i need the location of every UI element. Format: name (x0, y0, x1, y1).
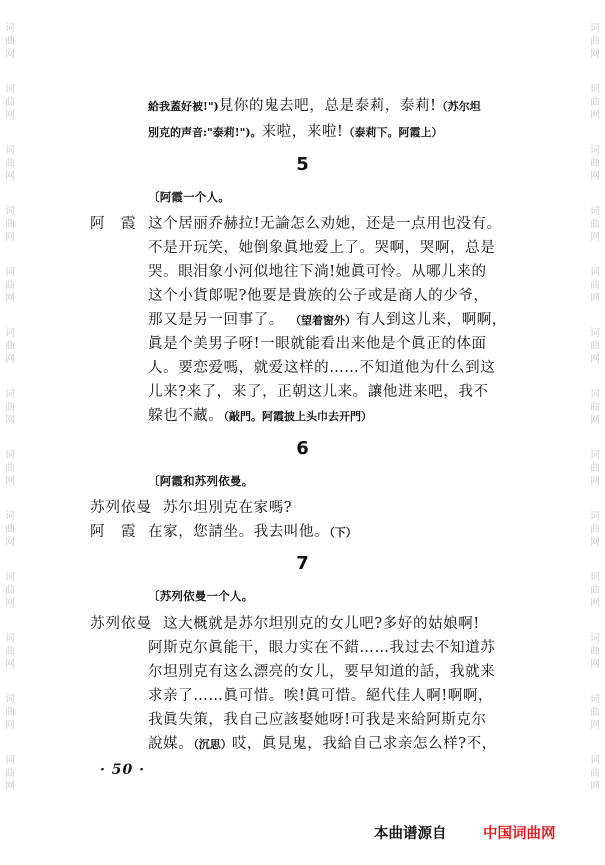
watermark-char: 网 (5, 293, 15, 304)
watermark-char: 曲 (5, 158, 15, 169)
watermark-char: 词 (5, 267, 15, 278)
scene-number: 5 (296, 154, 309, 175)
dialogue-line: 說媒。（沉思）哎，眞見鬼，我給自己求亲怎么样?不， (148, 736, 497, 752)
dialogue-line: 躱也不藏。（敲門。阿霞披上头巾去开門） (148, 408, 372, 424)
watermark-char: 曲 (590, 97, 600, 108)
watermark-char: 词 (5, 145, 15, 156)
watermark-char: 曲 (590, 646, 600, 657)
watermark-char: 曲 (5, 463, 15, 474)
watermark-char: 曲 (5, 585, 15, 596)
watermark-char: 网 (5, 110, 15, 121)
source-label: 本曲谱源自 (374, 826, 447, 842)
watermark-char: 网 (5, 720, 15, 731)
watermark-char: 曲 (5, 402, 15, 413)
dialogue-line: 眞是个美男子呀!一眼就能看出来他是个眞正的体面 (148, 336, 487, 352)
watermark-char: 曲 (5, 524, 15, 535)
watermark-char: 曲 (590, 341, 600, 352)
dialogue-line: 人。要恋爱嗎，就爱这样的……不知道他为什么到这 (148, 360, 496, 376)
dialogue-line: 哭。眼泪象小河似地往下淌!她眞可怜。从哪儿来的 (148, 264, 487, 280)
stage-direction: 〔阿霞和苏列依曼。 (148, 474, 254, 488)
watermark-char: 曲 (5, 280, 15, 291)
watermark-char: 网 (5, 537, 15, 548)
watermark-char: 词 (590, 511, 600, 522)
watermark-char: 网 (590, 781, 600, 792)
watermark-char: 网 (5, 476, 15, 487)
watermark-char: 网 (590, 598, 600, 609)
watermark-char: 曲 (590, 768, 600, 779)
watermark-char: 网 (5, 659, 15, 670)
watermark-char: 网 (590, 49, 600, 60)
dialogue-line: 这大概就是苏尔坦別克的女儿吧?多好的姑娘啊! (163, 616, 480, 632)
watermark-char: 词 (590, 206, 600, 217)
watermark-char: 曲 (5, 36, 15, 47)
watermark-char: 网 (5, 415, 15, 426)
stage-direction: 〔苏列依曼一个人。 (148, 589, 254, 603)
watermark-char: 词 (590, 633, 600, 644)
watermark-char: 曲 (590, 36, 600, 47)
watermark-char: 曲 (590, 158, 600, 169)
speaker-name: 阿 霞 (90, 524, 137, 540)
watermark-char: 网 (590, 232, 600, 243)
watermark-char: 曲 (590, 524, 600, 535)
watermark-char: 曲 (590, 219, 600, 230)
watermark-char: 网 (590, 171, 600, 182)
speaker-name: 苏列依曼 (90, 616, 152, 632)
watermark-char: 曲 (5, 768, 15, 779)
watermark-char: 网 (590, 415, 600, 426)
watermark-char: 网 (5, 232, 15, 243)
watermark-char: 词 (5, 572, 15, 583)
watermark-char: 词 (590, 145, 600, 156)
watermark-char: 曲 (590, 280, 600, 291)
watermark-char: 词 (5, 23, 15, 34)
dialogue-line: 我眞失策，我自己应該娶她呀!可我是来給阿斯克尔 (148, 712, 487, 728)
watermark-char: 网 (590, 537, 600, 548)
watermark-char: 词 (590, 450, 600, 461)
dialogue-line: 阿斯克尔眞能干，眼力实在不錯……我过去不知道苏 (148, 640, 496, 656)
scene-number: 7 (296, 553, 309, 574)
watermark-char: 网 (590, 476, 600, 487)
dialogue-line: 不是开玩笑，她倒象眞地爱上了。哭啊，哭啊，总是 (148, 240, 496, 256)
dialogue-line: （望着窗外）有人到这儿来，啊啊， (290, 312, 507, 328)
watermark-char: 曲 (590, 585, 600, 596)
watermark-char: 词 (590, 389, 600, 400)
watermark-char: 网 (590, 720, 600, 731)
watermark-char: 曲 (590, 707, 600, 718)
watermark-char: 词 (5, 84, 15, 95)
watermark-char: 曲 (590, 463, 600, 474)
text-line: 給我蓋好被!")見你的鬼去吧，总是泰莉，泰莉!（苏尔坦 (148, 98, 481, 114)
stage-direction: 〔阿霞一个人。 (148, 190, 230, 204)
watermark-char: 词 (590, 755, 600, 766)
speaker-name: 阿 霞 (90, 216, 137, 232)
watermark-char: 曲 (5, 646, 15, 657)
watermark-char: 曲 (5, 219, 15, 230)
watermark-char: 词 (5, 511, 15, 522)
dialogue-line: 这个小貨郞呢?他要是貴族的公子或是商人的少爷， (148, 288, 489, 304)
watermark-char: 曲 (5, 341, 15, 352)
speaker-name: 苏列依曼 (90, 500, 152, 516)
watermark-char: 网 (5, 49, 15, 60)
watermark-char: 词 (5, 755, 15, 766)
watermark-char: 词 (590, 328, 600, 339)
watermark-char: 词 (5, 694, 15, 705)
watermark-char: 曲 (5, 707, 15, 718)
text-line: 別克的声音:"泰莉!")。来啦，来啦!（泰莉下。阿霞上） (148, 124, 443, 140)
dialogue-line: 儿来?来了，来了，正朝这儿来。讓他进来吧，我不 (148, 384, 489, 400)
scene-number: 6 (296, 438, 309, 459)
dialogue-line: 苏尔坦別克在家嗎? (163, 500, 293, 516)
watermark-char: 词 (5, 389, 15, 400)
dialogue-line: 尔坦別克有这么漂亮的女儿，要早知道的話，我就来 (148, 664, 496, 680)
dialogue-line: 在家，您請坐。我去叫他。（下） (148, 524, 357, 540)
watermark-char: 网 (590, 659, 600, 670)
watermark-char: 词 (590, 23, 600, 34)
watermark-char: 网 (5, 171, 15, 182)
watermark-char: 词 (5, 206, 15, 217)
site-name-link[interactable]: 中国词曲网 (483, 826, 556, 842)
watermark-char: 词 (590, 694, 600, 705)
watermark-char: 词 (590, 84, 600, 95)
watermark-char: 网 (590, 293, 600, 304)
watermark-char: 网 (5, 598, 15, 609)
watermark-char: 曲 (5, 97, 15, 108)
dialogue-line: 求亲了……眞可惜。唉!眞可惜。絕代佳人啊!啊啊， (148, 688, 494, 704)
page-number: · 50 · (100, 762, 145, 778)
watermark-char: 网 (5, 354, 15, 365)
dialogue-line: 那又是另一回事了。 (148, 312, 284, 328)
dialogue-line: 这个居丽乔赫拉!无論怎么劝她，还是一点用也没有。 (148, 216, 502, 232)
watermark-char: 词 (590, 572, 600, 583)
watermark-char: 网 (590, 354, 600, 365)
watermark-char: 词 (5, 633, 15, 644)
watermark-char: 网 (590, 110, 600, 121)
watermark-char: 网 (5, 781, 15, 792)
watermark-char: 词 (5, 328, 15, 339)
watermark-char: 词 (590, 267, 600, 278)
watermark-char: 词 (5, 450, 15, 461)
watermark-char: 曲 (590, 402, 600, 413)
